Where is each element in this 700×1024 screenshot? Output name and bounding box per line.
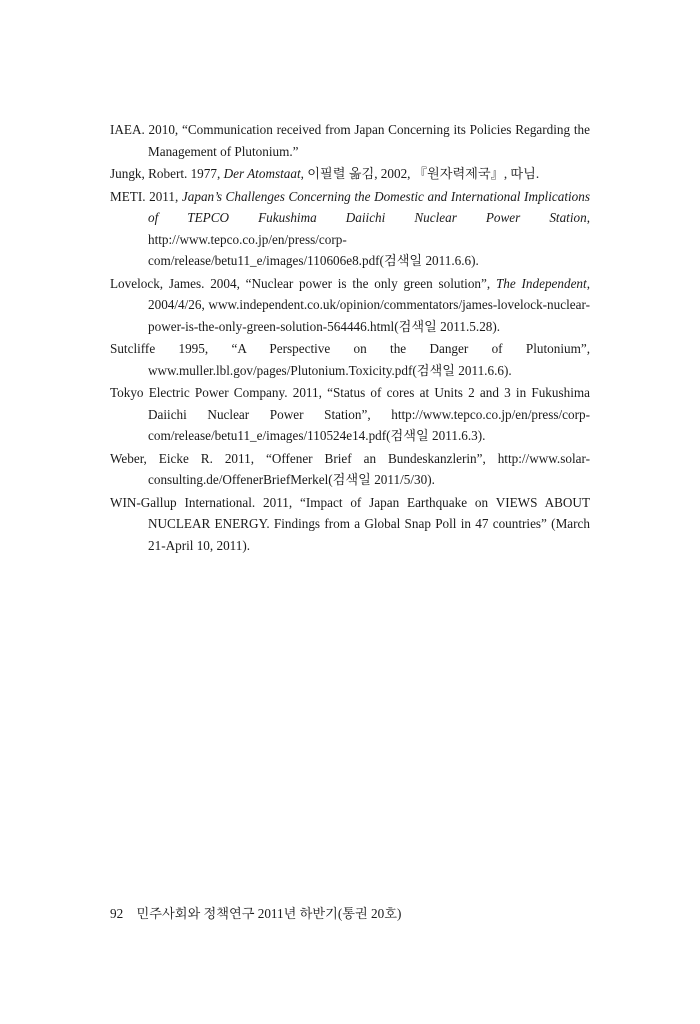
reference-text: Weber, Eicke R. 2011, “Offener Brief an Bundeskanzlerin”, http://www.solar-consulting.de/OffenerBriefMerkel(검색일 2011/5/30). bbox=[110, 450, 590, 487]
reference-title-italic: Japan’s Challenges Concerning the Domestic and International Implications of TEPCO Fukushima Daiichi Nuclear Power Station bbox=[148, 188, 590, 225]
reference-title-italic: The Independent bbox=[495, 275, 587, 291]
reference-text: IAEA. 2010, “Communication received from Japan Concerning its Policies Regarding the Management of Plutonium.” bbox=[110, 122, 590, 159]
reference-entry bbox=[110, 382, 590, 447]
reference-text: , 2004/4/26, www.independent.co.uk/opinion/commentators/james-lovelock-nuclear-power-is-the-only-green-solution-564446.html(검색일 2011.5.28). bbox=[148, 275, 590, 334]
reference-entry bbox=[110, 448, 590, 491]
reference-text: Lovelock, James. 2004, “Nuclear power is the only green solution”, bbox=[110, 275, 496, 291]
reference-entry bbox=[110, 163, 590, 185]
reference-text: Jungk, Robert. 1977, bbox=[110, 166, 224, 181]
page-number: 92 bbox=[110, 906, 124, 921]
page-footer bbox=[110, 905, 401, 923]
reference-text: WIN-Gallup International. 2011, “Impact of Japan Earthquake on VIEWS ABOUT NUCLEAR ENERGY. Findings from a Global Snap Poll in 47 countries” (March 21-April 10, 2011). bbox=[110, 494, 590, 553]
reference-title-italic: Der Atomstaat bbox=[223, 166, 301, 181]
reference-text: , 이필렬 옮김, 2002, 『원자력제국』, 따님. bbox=[300, 166, 540, 181]
reference-text: METI. 2011, bbox=[110, 188, 182, 204]
reference-entry bbox=[110, 273, 590, 338]
running-title: 민주사회와 정책연구 2011년 하반기(통권 20호) bbox=[136, 906, 402, 921]
reference-entry bbox=[110, 186, 590, 272]
reference-text: Tokyo Electric Power Company. 2011, “Status of cores at Units 2 and 3 in Fukushima Daiichi Nuclear Power Station”, http://www.tepco.co.jp/en/press/corp-com/release/betu11_e/images/110524e14.pdf(검색일 2011.6.3). bbox=[110, 385, 590, 443]
reference-entry bbox=[110, 338, 590, 381]
reference-entry bbox=[110, 119, 590, 162]
reference-text: , http://www.tepco.co.jp/en/press/corp-com/release/betu11_e/images/110606e8.pdf(검색일 2011.6.6). bbox=[148, 210, 590, 268]
reference-text: Sutcliffe 1995, “A Perspective on the Danger of Plutonium”, www.muller.lbl.gov/pages/Plutonium.Toxicity.pdf(검색일 2011.6.6). bbox=[110, 341, 590, 378]
reference-entry bbox=[110, 492, 590, 557]
reference-list bbox=[110, 119, 590, 557]
